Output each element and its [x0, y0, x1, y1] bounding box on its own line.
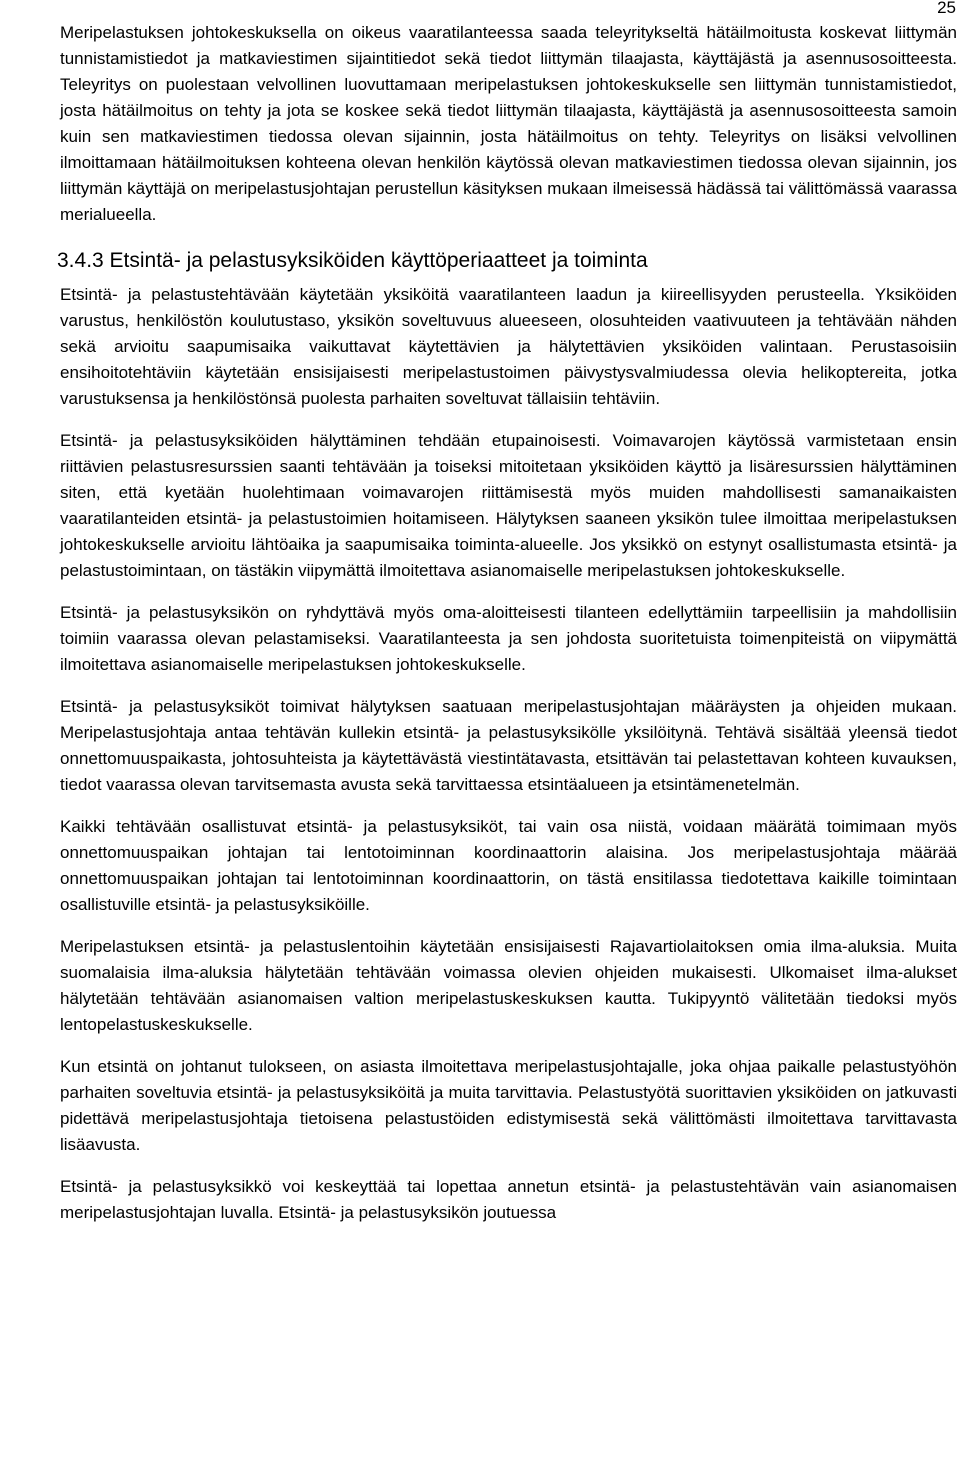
- paragraph: Etsintä- ja pelastusyksikön on ryhdyttävä myös oma-aloitteisesti tilanteen edellyttämiin tarpeellisiin ja mahdollisiin toimiin vaarassa olevan pelastamiseksi. Vaaratilanteesta ja sen johdosta suoritetuista toimenpiteistä on viipymättä ilmoitettava asianomaiselle meripelastuksen johtokeskukselle.: [60, 603, 957, 674]
- paragraph: Etsintä- ja pelastusyksiköiden hälyttäminen tehdään etupainoisesti. Voimavarojen käytössä varmistetaan ensin riittävien pelastusresurssien saanti tehtävään ja toiseksi mitoitetaan yksiköiden käyttö ja lisäresurssien hälyttäminen siten, että kyetään huolehtimaan voimavarojen riittämisestä myös muiden mahdollisesti samanaikaisten vaaratilanteiden etsintä- ja pelastustoimien hoitamiseen. Hälytyksen saaneen yksikön tulee ilmoittaa meripelastuksen johtokeskukselle arvioitu lähtöaika ja saapumisaika toiminta-alueelle. Jos yksikkö on estynyt osallistumasta etsintä- ja pelastustoimintaan, on tästäkin viipymättä ilmoitettava asianomaiselle meripelastuksen johtokeskukselle.: [60, 431, 957, 580]
- intro-paragraph: Meripelastuksen johtokeskuksella on oikeus vaaratilanteessa saada teleyritykseltä hätäilmoitusta koskevat liittymän tunnistamistiedot ja matkaviestimen sijaintitiedot sekä tiedot liittymän tilaajasta, käyttäjästä ja asennusosoitteesta. Teleyritys on puolestaan velvollinen luovuttamaan meripelastuksen johtokeskukselle sen liittymän tunnistamistiedot, josta hätäilmoitus on tehty ja jota se koskee sekä tiedot liittymän tilaajasta, käyttäjästä ja asennusosoitteesta samoin kuin sen matkaviestimen tiedossa olevan sijainnin, josta hätäilmoitus on tehty. Teleyritys on lisäksi velvollinen ilmoittamaan hätäilmoituksen kohteena olevan henkilön käytössä olevan matkaviestimen tiedossa olevan sijainnin, jos liittymän käyttäjä on meripelastusjohtajan perustellun käsityksen mukaan ilmeisessä hädässä tai välittömässä vaarassa merialueella.: [60, 23, 957, 224]
- paragraph: Kaikki tehtävään osallistuvat etsintä- ja pelastusyksiköt, tai vain osa niistä, voidaan määrätä toimimaan myös onnettomuuspaikan johtajan tai lentotoiminnan koordinaattorin alaisina. Jos meripelastusjohtaja määrää onnettomuuspaikan johtajan tai lentotoiminnan koordinaattorin, on tästä ensitilassa tiedotettava kaikille toimintaan osallistuville etsintä- ja pelastusyksiköille.: [60, 817, 957, 914]
- paragraph: Kun etsintä on johtanut tulokseen, on asiasta ilmoitettava meripelastusjohtajalle, joka ohjaa paikalle pelastustyöhön parhaiten soveltuvia etsintä- ja pelastusyksiköitä ja muita tarvittavia. Pelastustyötä suorittavien yksiköiden on jatkuvasti pidettävä meripelastusjohtaja tietoisena pelastustöiden edistymisestä sekä välittömästi ilmoitettava tarvittavasta lisäavusta.: [60, 1057, 957, 1154]
- paragraph: Meripelastuksen etsintä- ja pelastuslentoihin käytetään ensisijaisesti Rajavartiolaitoksen omia ilma-aluksia. Muita suomalaisia ilma-aluksia hälytetään tehtävään voimassa olevien ohjeiden mukaisesti. Ulkomaiset ilma-alukset hälytetään tehtävään asianomaisen valtion meripelastuskeskuksen kautta. Tukipyyntö välitetään tiedoksi myös lentopelastuskeskukselle.: [60, 937, 957, 1034]
- paragraph: Etsintä- ja pelastusyksiköt toimivat hälytyksen saatuaan meripelastusjohtajan määräysten ja ohjeiden mukaan. Meripelastusjohtaja antaa tehtävän kullekin etsintä- ja pelastusyksikölle yksilöitynä. Tehtävä sisältää yleensä tiedot onnettomuuspaikasta, johtosuhteista ja käytettävästä viestintätavasta, etsittävän tai pelastettavan kohteen kuvauksen, tiedot vaarassa olevan tarvitsemasta avusta sekä tarvittaessa etsintäalueen ja etsintämenetelmän.: [60, 697, 957, 794]
- section-heading: 3.4.3 Etsintä- ja pelastusyksiköiden käyttöperiaatteet ja toiminta: [57, 249, 648, 272]
- paragraph: Etsintä- ja pelastusyksikkö voi keskeyttää tai lopettaa annetun etsintä- ja pelastustehtävän vain asianomaisen meripelastusjohtajan luvalla. Etsintä- ja pelastusyksikön joutuessa: [60, 1177, 957, 1222]
- page-number: 25: [937, 0, 956, 17]
- page-body: [57, 20, 957, 1226]
- paragraph: Etsintä- ja pelastustehtävään käytetään yksiköitä vaaratilanteen laadun ja kiireellisyyden perusteella. Yksiköiden varustus, henkilöstön koulutustaso, yksikön soveltuvuus alueeseen, olosuhteiden vaativuuteen ja tehtävään nähden sekä arvioitu saapumisaika vaikuttavat käytettävien ja hälytettävien yksiköiden valintaan. Perustasoisiin ensihoitotehtäviin käytetään ensisijaisesti meripelastustoimen päivystysvalmiudessa olevia helikoptereita, jotka varustuksensa ja henkilöstönsä puolesta parhaiten soveltuvat tällaisiin tehtäviin.: [60, 285, 957, 408]
